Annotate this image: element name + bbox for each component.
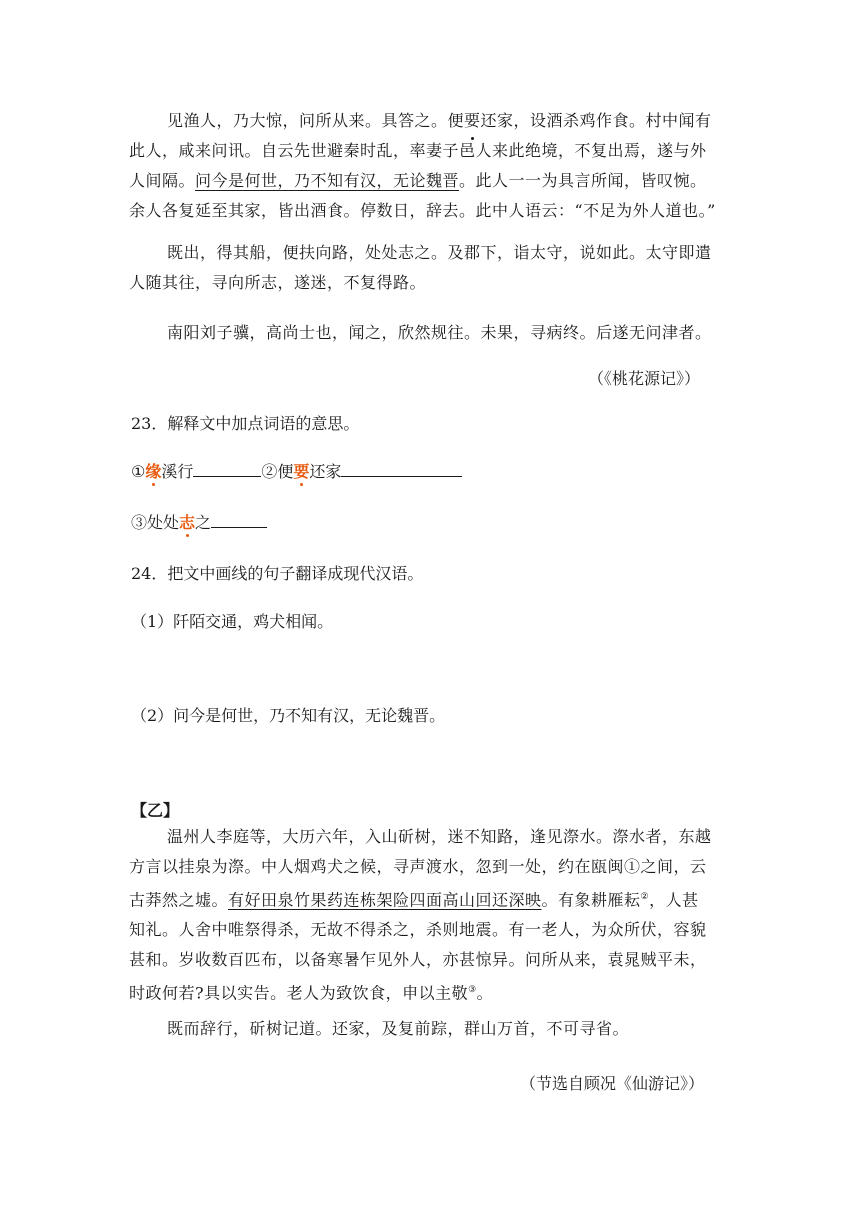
answer-blank[interactable] bbox=[193, 462, 261, 477]
question-23-items-row-1: ①缘溪行 ②便要还家 bbox=[131, 462, 462, 482]
yi-paragraph-2 bbox=[167, 1014, 729, 1044]
underlined-sentence: 有好田泉竹果药连栋架险四面高山回还深映 bbox=[228, 890, 542, 910]
jia-paragraph-3 bbox=[167, 318, 729, 348]
dotted-word: 要 bbox=[293, 462, 310, 481]
question-23-items-row-2: ③处处志之 bbox=[131, 513, 267, 533]
question-23-title: 23．解释文中加点词语的意思。 bbox=[131, 414, 360, 433]
text-line: 方言以挂泉为漈。中人烟鸡犬之候，寻声渡水，忽到一处，约在瓯闽①之间，云 bbox=[129, 857, 707, 876]
dotted-word: 志 bbox=[179, 513, 196, 532]
text-line: 南阳刘子骥，高尚士也，闻之，欣然规往。未果，寻病终。后遂无问津者。 bbox=[167, 323, 712, 342]
footnote-marker: ② bbox=[640, 892, 650, 902]
jia-source: （《桃花源记》） bbox=[588, 369, 701, 388]
text-line: 人间隔。问今是何世，乃不知有汉，无论魏晋。此人一一为具言所闻，皆叹惋。 bbox=[129, 171, 707, 190]
question-24-sentence-1: （1）阡陌交通，鸡犬相闻。 bbox=[131, 612, 334, 631]
answer-blank[interactable] bbox=[211, 513, 267, 528]
yi-source: （节选自顾况《仙游记》） bbox=[520, 1074, 705, 1093]
text-line: 知礼。人舍中唯祭得杀，无故不得杀之，杀则地震。有一老人，为众所伏，容貌 bbox=[129, 920, 707, 940]
text-line: 此人，咸来问讯。自云先世避秦时乱，率妻子邑人来此绝境，不复出焉，遂与外 bbox=[129, 141, 707, 160]
underlined-sentence: 问今是何世，乃不知有汉，无论魏晋 bbox=[195, 171, 460, 190]
text-line: 余人各复延至其家，皆出酒食。停数日，辞去。此中人语云：“不足为外人道也。” bbox=[129, 201, 716, 220]
text-line: 见渔人，乃大惊，问所从来。具答之。便要还家，设酒杀鸡作食。村中闻有 bbox=[167, 106, 729, 136]
text-line: 时政何若?具以实告。老人为致饮食，申以主敬③。 bbox=[129, 983, 494, 1003]
question-24-title: 24．把文中画线的句子翻译成现代汉语。 bbox=[131, 564, 424, 583]
text-line: 古莽然之墟。有好田泉竹果药连栋架险四面高山回还深映。有象耕雁耘②，人甚 bbox=[129, 890, 699, 910]
dotted-word: 要 bbox=[464, 106, 481, 136]
yi-header: 【乙】 bbox=[131, 801, 180, 820]
text-line: 温州人李庭等，大历六年，入山斫树，迷不知路，逢见漈水。漈水者，东越 bbox=[167, 827, 712, 846]
jia-paragraph-1 bbox=[129, 106, 729, 226]
yi-paragraph-1 bbox=[129, 822, 729, 1009]
text-line: 甚和。岁收数百匹布，以备寒暑乍见外人，亦甚惊异。问所从来，袁晁贼平未， bbox=[129, 950, 707, 970]
question-24-sentence-2: （2）问今是何世，乃不知有汉，无论魏晋。 bbox=[131, 706, 446, 725]
text-line: 既而辞行，斫树记道。还家，及复前踪，群山万首，不可寻省。 bbox=[167, 1019, 630, 1038]
text-line: 既出，得其船，便扶向路，处处志之。及郡下，诣太守，说如此。太守即遣 bbox=[167, 243, 712, 262]
dotted-word: 缘 bbox=[145, 462, 162, 481]
text-line: 人随其往，寻向所志，遂迷，不复得路。 bbox=[129, 273, 427, 292]
jia-paragraph-2 bbox=[129, 238, 729, 298]
footnote-marker: ③ bbox=[468, 985, 477, 996]
answer-blank[interactable] bbox=[341, 462, 462, 477]
